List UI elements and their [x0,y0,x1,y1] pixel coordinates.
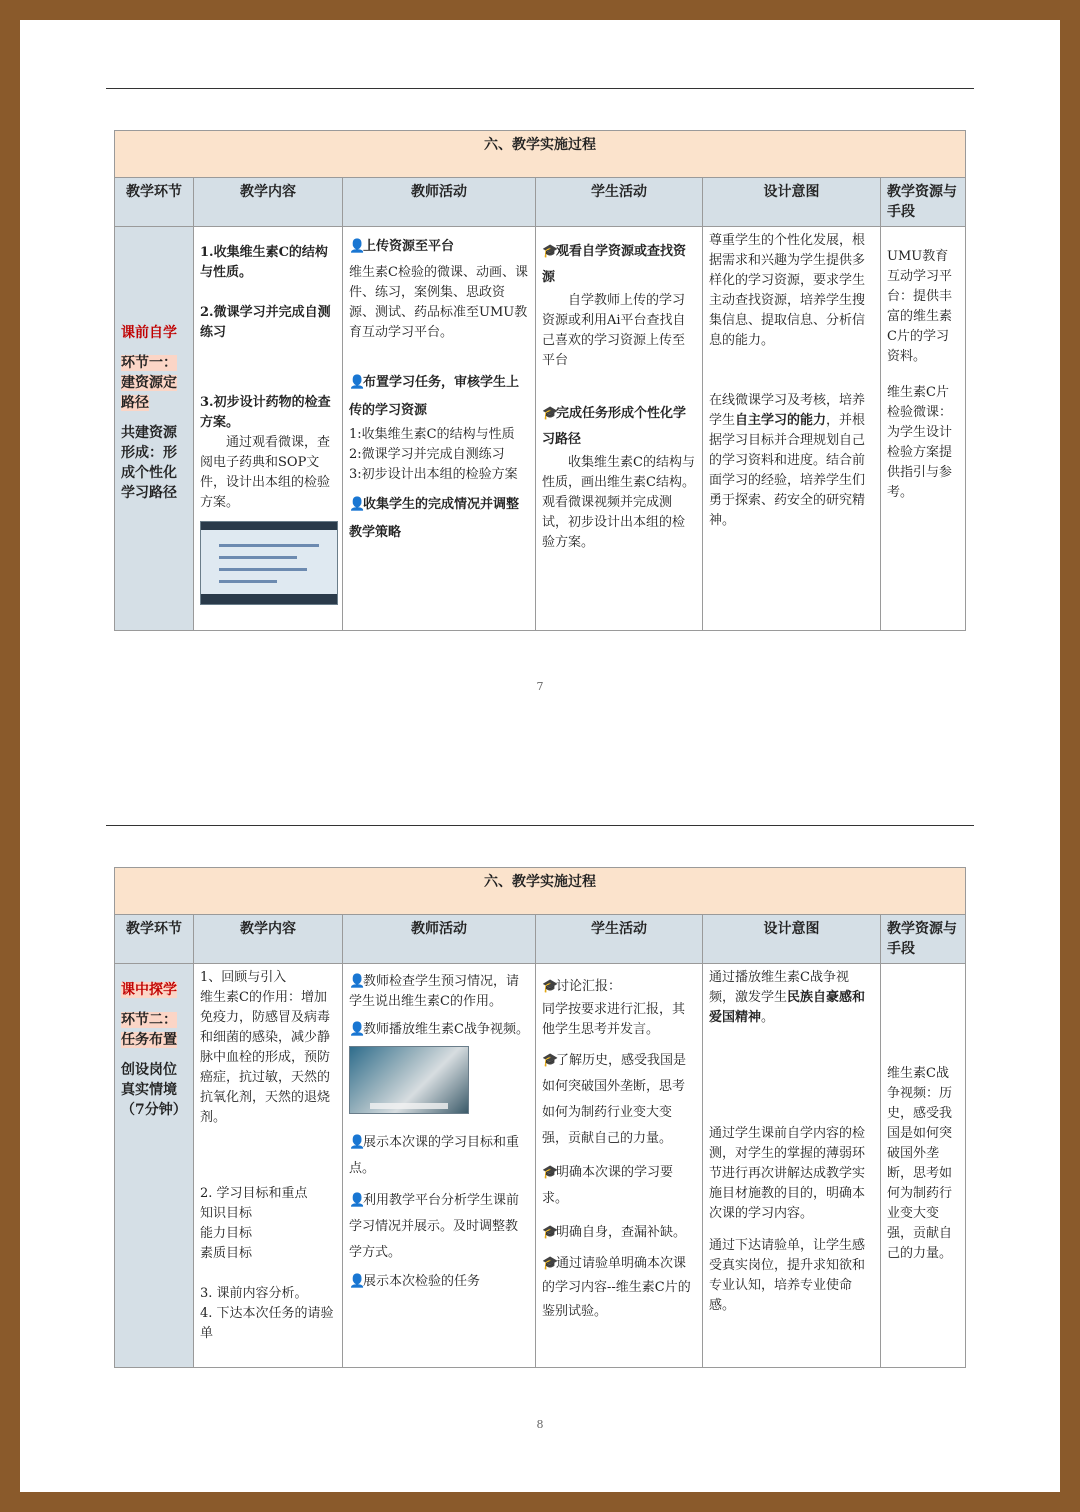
design-intent: 通过下达请验单，让学生感受真实岗位，提升求知欲和专业认知，培养专业使命感。 [709,1238,866,1313]
content-cell [194,964,343,1368]
teacher-activity-body: 维生素C检验的微课、动画、课件、练习，案例集、思政资源、测试、药品标准至UMU教育互动学习平台。 [349,265,528,340]
design-cell [703,964,881,1368]
design-intent: 在线微课学习及考核，培养学生自主学习的能力，并根据学习目标并合理规划自己的学习资料和进度。结合前面学习的经验，培养学生们勇于探索、药安全的研究精神。 [709,393,866,528]
student-activity: 🎓通过请验单明确本次课的学习内容--维生素C片的鉴别试验。 [542,1252,696,1324]
student-activity-body: 同学按要求进行汇报，其他学生思考并发言。 [542,1002,686,1037]
content-item: 4. 下达本次任务的请验单 [200,1306,334,1341]
graduation-cap-icon: 🎓 [542,244,559,259]
teacher-activity-title: 收集学生的完成情况并调整教学策略 [349,497,520,540]
teacher-icon: 👤 [349,1274,366,1289]
segment-desc: 共建资源形成：形成个性化学习路径 [121,425,177,501]
teacher-icon: 👤 [349,375,366,390]
teacher-activity-title: 布置学习任务，审核学生上传的学习资源 [349,375,520,418]
resource-item: 维生素C片检验微课：为学生设计检验方案提供指引与参考。 [887,385,953,500]
page-number: 8 [536,1418,544,1431]
teacher-activity: 👤教师播放维生素C战争视频。 [349,1020,529,1040]
teacher-activity-item: 2:微课学习并完成自测练习 [349,447,505,462]
design-intent: 尊重学生的个性化发展，根据需求和兴趣为学生提供多样化的学习资源，要求学生主动查找资源，培养学生搜集信息、提取信息、分析信息的能力。 [709,233,866,348]
graduation-cap-icon: 🎓 [542,1165,559,1180]
col-header: 教学环节 [115,178,194,227]
col-header: 教学资源与手段 [881,915,966,964]
student-activity-body: 收集维生素C的结构与性质，画出维生素C结构。观看微课视频并完成测试，初步设计出本组的检验方案。 [542,455,695,550]
stage-label: 课前自学 [121,325,177,341]
segment-cell [115,964,194,1368]
col-header: 教师活动 [343,915,536,964]
teacher-icon: 👤 [349,239,366,254]
teacher-icon: 👤 [349,1135,366,1150]
teacher-activity: 👤利用教学平台分析学生课前学习情况并展示。及时调整教学方式。 [349,1188,529,1266]
resource-item: 维生素C战争视频：历史，感受我国是如何突破国外垄断，思考如何为制药行业变大变强，贡献自己的力量。 [887,1066,953,1261]
content-item: 知识目标 [200,1206,253,1221]
table-title: 六、教学实施过程 [115,131,966,178]
content-item: 素质目标 [200,1246,253,1261]
graduation-cap-icon: 🎓 [542,406,559,421]
teacher-icon: 👤 [349,974,366,989]
content-item: 2.微课学习并完成自测练习 [200,305,331,340]
graduation-cap-icon: 🎓 [542,1225,559,1240]
link-label: 环节一：建资源定路径 [121,355,177,411]
teacher-icon: 👤 [349,1193,366,1208]
resource-item: UMU教育互动学习平台：提供丰富的维生素C片的学习资料。 [887,249,953,364]
teaching-process-table-p7 [114,130,966,631]
teacher-activity: 👤展示本次检验的任务 [349,1272,529,1292]
table-title: 六、教学实施过程 [115,868,966,915]
teacher-cell [343,227,536,631]
student-activity: 🎓明确本次课的学习要求。 [542,1160,696,1212]
design-intent: 通过学生课前自学内容的检测，对学生的掌握的薄弱环节进行再次讲解达成教学实施目材施教的目的，明确本次课的学习内容。 [709,1126,866,1221]
vitamin-c-video-image [349,1046,469,1114]
teacher-cell [343,964,536,1368]
content-item: 2. 学习目标和重点 [200,1186,308,1201]
graduation-cap-icon: 🎓 [542,1256,559,1271]
resource-cell [881,227,966,631]
page-rule [106,88,974,89]
design-intent: 通过播放维生素C战争视频，激发学生民族自豪感和爱国精神。 [709,970,866,1025]
content-item: 维生素C的作用：增加免疫力，防感冒及病毒和细菌的感染，减少静脉中血栓的形成，预防癌症，抗过敏，天然的抗氧化剂，天然的退烧剂。 [200,990,331,1125]
segment-desc: 创设岗位真实情境（7分钟） [121,1062,187,1118]
teacher-activity: 👤展示本次课的学习目标和重点。 [349,1130,529,1182]
resource-cell [881,964,966,1368]
student-activity-title: 讨论汇报： [556,979,622,994]
content-item: 1.收集维生素C的结构与性质。 [200,245,328,280]
teaching-process-table-p8 [114,867,966,1368]
col-header: 教学内容 [194,915,343,964]
page-number: 7 [536,680,544,693]
student-cell [536,964,703,1368]
col-header: 教学环节 [115,915,194,964]
content-cell [194,227,343,631]
col-header: 教学资源与手段 [881,178,966,227]
content-item: 3. 课前内容分析。 [200,1286,308,1301]
link-label: 环节二：任务布置 [121,1012,177,1048]
student-activity-body: 自学教师上传的学习资源或利用Ai平台查找自己喜欢的学习资源上传至平台 [542,293,686,368]
student-cell [536,227,703,631]
content-item: 通过观看微课，查阅电子药典和SOP文件，设计出本组的检验方案。 [200,435,331,510]
teacher-icon: 👤 [349,497,366,512]
col-header: 学生活动 [536,915,703,964]
content-item: 1、回顾与引入 [200,970,287,985]
student-activity: 🎓了解历史，感受我国是如何突破国外垄断，思考如何为制药行业变大变强，贡献自己的力量。 [542,1048,696,1152]
student-activity: 🎓明确自身，查漏补缺。 [542,1220,696,1246]
page-rule [106,825,974,826]
student-activity-title: 完成任务形成个性化学习路径 [542,406,687,447]
segment-cell [115,227,194,631]
col-header: 教学内容 [194,178,343,227]
graduation-cap-icon: 🎓 [542,1053,559,1068]
teacher-activity-item: 1:收集维生素C的结构与性质 [349,427,515,442]
col-header: 设计意图 [703,178,881,227]
stage-label: 课中探学 [121,982,177,998]
teacher-activity-item: 3:初步设计出本组的检验方案 [349,467,518,482]
design-cell [703,227,881,631]
col-header: 教师活动 [343,178,536,227]
student-activity-title: 观看自学资源或查找资源 [542,244,687,285]
graduation-cap-icon: 🎓 [542,979,559,994]
teacher-icon: 👤 [349,1022,366,1037]
col-header: 设计意图 [703,915,881,964]
content-item: 能力目标 [200,1226,253,1241]
content-item: 3.初步设计药物的检查方案。 [200,395,331,430]
col-header: 学生活动 [536,178,703,227]
teacher-activity-title: 上传资源至平台 [363,239,455,254]
microlesson-screenshot-image [200,521,338,605]
teacher-activity: 👤教师检查学生预习情况，请学生说出维生素C的作用。 [349,974,520,1009]
